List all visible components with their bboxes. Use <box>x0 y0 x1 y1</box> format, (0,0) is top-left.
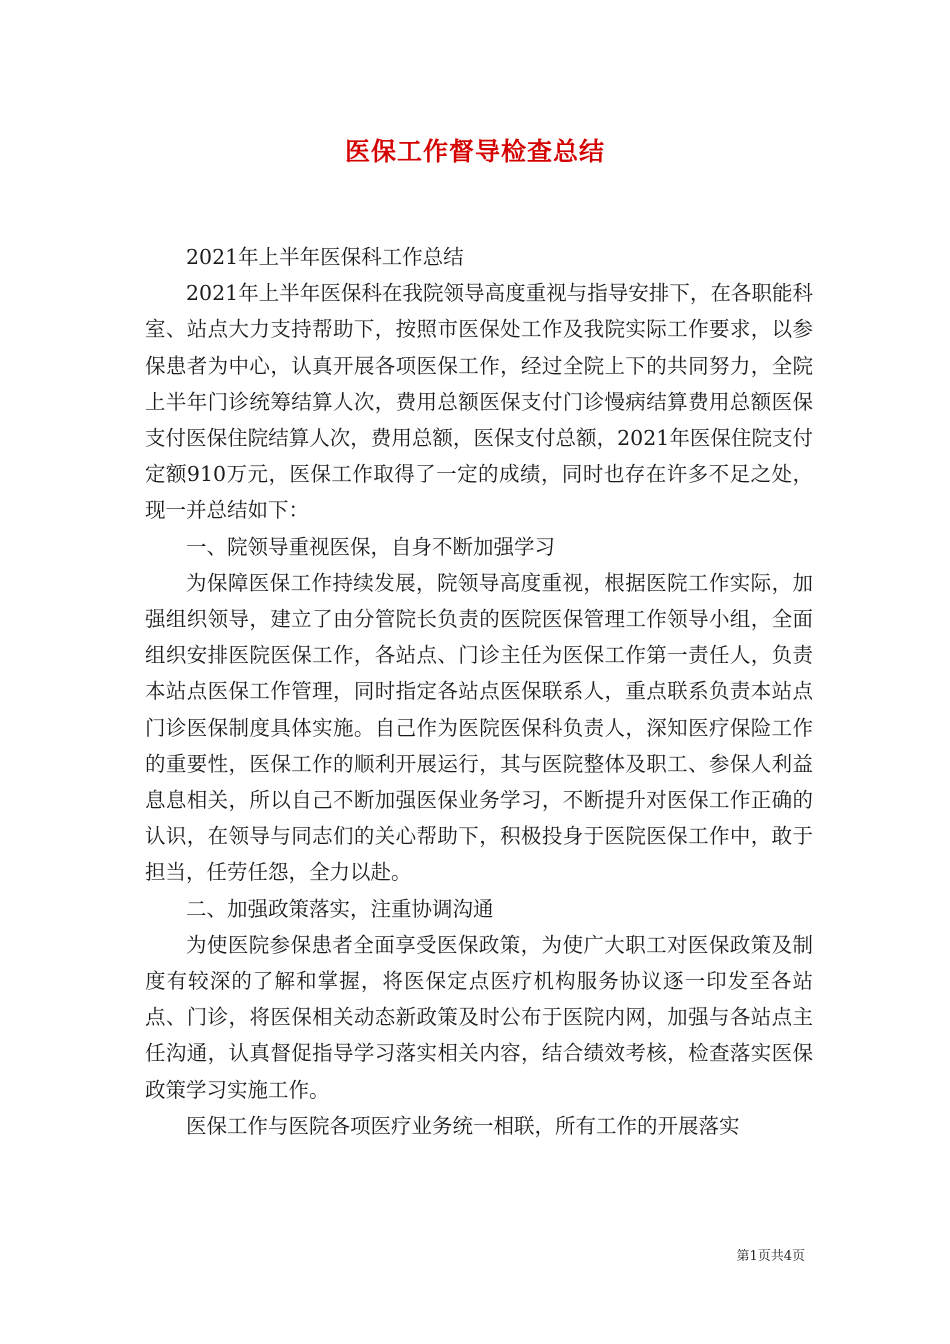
document-title: 医保工作督导检查总结 <box>344 137 605 166</box>
document-body <box>145 239 813 1144</box>
page-number: 第1页共4页 <box>736 1249 805 1264</box>
section-subtitle: 2021年上半年医保科工作总结 <box>186 245 464 269</box>
paragraph-intro: 2021年上半年医保科在我院领导高度重视与指导安排下，在各职能科室、站点大力支持帮助下，按照市医保处工作及我院实际工作要求，以参保患者为中心，认真开展各项医保工作，经过全院上下的共同努力，全院上半年门诊统筹结算人次，费用总额医保支付门诊慢病结算费用总额医保支付医保住院结算人次，费用总额，医保支付总额，2021年医保住院支付定额910万元，医保工作取得了一定的成绩，同时也存在许多不足之处，现一并总结如下： <box>145 281 813 523</box>
heading-section-1: 一、院领导重视医保，自身不断加强学习 <box>186 534 555 559</box>
paragraph-section-1: 为保障医保工作持续发展，院领导高度重视，根据医院工作实际，加强组织领导，建立了由分管院长负责的医院医保管理工作领导小组，全面组织安排医院医保工作，各站点、门诊主任为医保工作第一责任人，负责本站点医保工作管理，同时指定各站点医保联系人，重点联系负责本站点门诊医保制度具体实施。自己作为医院医保科负责人，深知医疗保险工作的重要性，医保工作的顺利开展运行，其与医院整体及职工、参保人利益息息相关，所以自己不断加强医保业务学习，不断提升对医保工作正确的认识，在领导与同志们的关心帮助下，积极投身于医院医保工作中，敢于担当，任劳任怨，全力以赴。 <box>145 570 813 885</box>
heading-section-2: 二、加强政策落实，注重协调沟通 <box>186 896 494 921</box>
paragraph-continued: 医保工作与医院各项医疗业务统一相联，所有工作的开展落实 <box>186 1113 740 1138</box>
paragraph-section-2: 为使医院参保患者全面享受医保政策，为使广大职工对医保政策及制度有较深的了解和掌握，将医保定点医疗机构服务协议逐一印发至各站点、门诊，将医保相关动态新政策及时公布于医院内网，加强与各站点主任沟通，认真督促指导学习落实相关内容，结合绩效考核，检查落实医保政策学习实施工作。 <box>145 932 813 1102</box>
